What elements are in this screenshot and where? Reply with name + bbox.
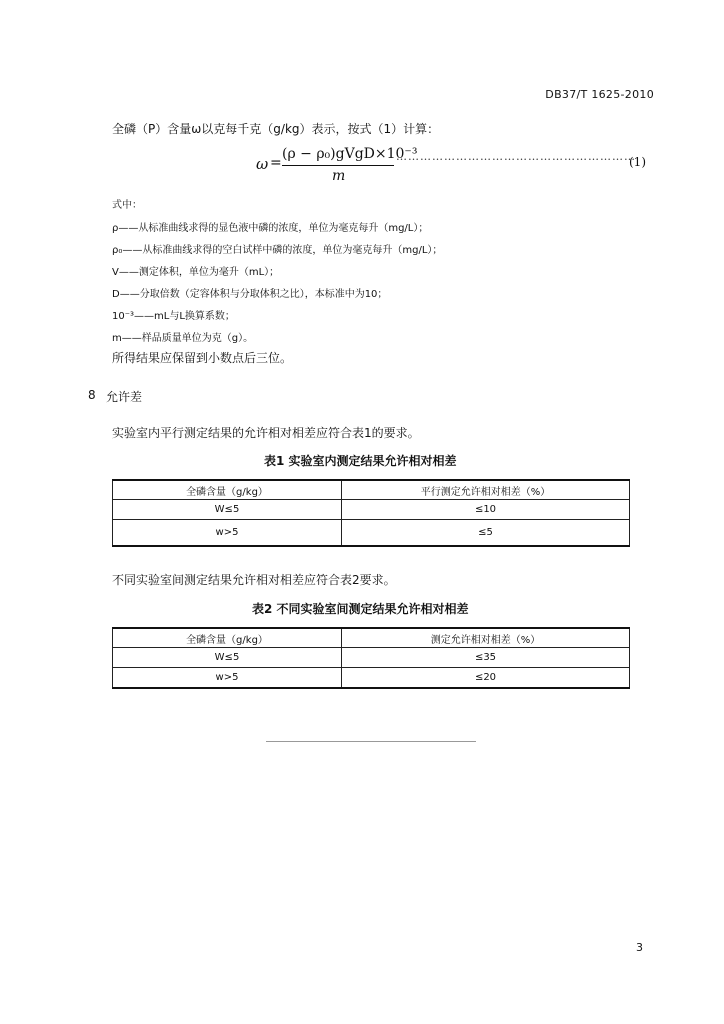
table-row xyxy=(113,648,630,668)
formula-lhs: ω xyxy=(256,155,269,173)
table-header-cell: 测定允许相对相差（%） xyxy=(342,628,630,648)
table-cell: w>5 xyxy=(113,668,342,689)
formula-1 xyxy=(256,148,646,188)
table-header-row xyxy=(113,480,630,500)
standard-number: DB37/T 1625-2010 xyxy=(545,88,654,101)
table2-caption: 表2 不同实验室间测定结果允许相对相差 xyxy=(252,602,469,616)
where-item: ρ₀——从标准曲线求得的空白试样中磷的浓度，单位为毫克每升（mg/L）； xyxy=(112,245,443,256)
page-number: 3 xyxy=(636,941,643,954)
intro-text: 全磷（P）含量ω以克每千克（g/kg）表示，按式（1）计算： xyxy=(112,122,440,136)
formula-denominator: m xyxy=(332,168,346,184)
where-item: 10⁻³——mL与L换算系数； xyxy=(112,311,235,322)
formula-number: (1) xyxy=(629,155,646,169)
section-title: 允许差 xyxy=(106,390,143,404)
table2 xyxy=(112,627,630,689)
formula-leader: …………………………………………………… xyxy=(396,150,636,163)
table-cell: ≤10 xyxy=(342,500,630,520)
table-row xyxy=(113,500,630,520)
table-row xyxy=(113,520,630,546)
end-of-document-line xyxy=(266,741,476,742)
table-row xyxy=(113,668,630,689)
table-header-cell: 平行测定允许相对相差（%） xyxy=(342,480,630,500)
where-item: D——分取倍数（定容体积与分取体积之比），本标准中为10； xyxy=(112,289,388,300)
formula-equals: = xyxy=(270,155,282,171)
where-item: ρ——从标准曲线求得的显色液中磷的浓度，单位为毫克每升（mg/L）； xyxy=(112,223,429,234)
fraction-bar xyxy=(282,165,394,166)
paragraph-2: 不同实验室间测定结果允许相对相差应符合表2要求。 xyxy=(112,573,396,587)
table-header-cell: 全磷含量（g/kg） xyxy=(113,628,342,648)
table-cell: ≤20 xyxy=(342,668,630,689)
section8-paragraph: 实验室内平行测定结果的允许相对相差应符合表1的要求。 xyxy=(112,426,420,440)
table-cell: ≤5 xyxy=(342,520,630,546)
where-heading: 式中： xyxy=(112,200,142,211)
rounding-note: 所得结果应保留到小数点后三位。 xyxy=(112,351,293,365)
table-header-row xyxy=(113,628,630,648)
table-cell: W≤5 xyxy=(113,500,342,520)
table-header-cell: 全磷含量（g/kg） xyxy=(113,480,342,500)
table-cell: w>5 xyxy=(113,520,342,546)
formula-numerator: (ρ − ρ₀)gVgD×10⁻³ xyxy=(282,146,418,162)
where-item: m——样品质量单位为克（g）。 xyxy=(112,333,254,344)
table1 xyxy=(112,479,630,547)
table-cell: W≤5 xyxy=(113,648,342,668)
section-number: 8 xyxy=(88,388,96,402)
table1-caption: 表1 实验室内测定结果允许相对相差 xyxy=(264,454,457,468)
where-item: V——测定体积，单位为毫升（mL）； xyxy=(112,267,280,278)
table-cell: ≤35 xyxy=(342,648,630,668)
